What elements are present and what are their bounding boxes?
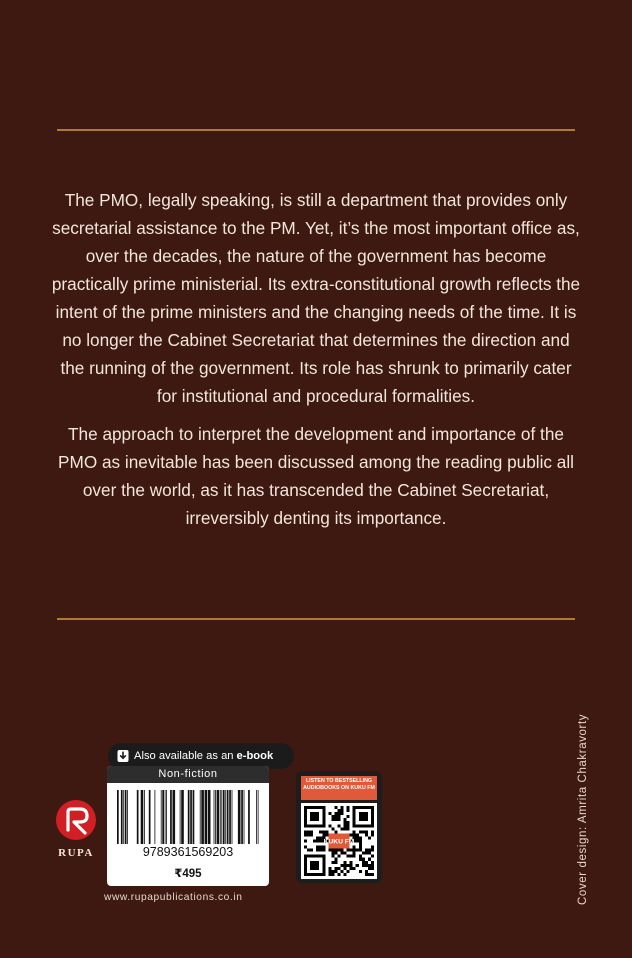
download-icon: [116, 749, 130, 763]
qr-module: [344, 818, 347, 821]
qr-module: [362, 852, 365, 855]
qr-module: [371, 861, 374, 864]
barcode-bar: [258, 790, 259, 844]
barcode-bar: [180, 790, 181, 844]
qr-module: [313, 839, 316, 842]
qr-module: [365, 873, 368, 876]
qr-module: [328, 870, 331, 873]
barcode-bar: [244, 790, 245, 844]
qr-module: [368, 867, 371, 870]
qr-module: [331, 815, 334, 818]
qr-module: [341, 812, 344, 815]
qr-module: [368, 873, 371, 876]
barcode-bar: [225, 790, 226, 844]
qr-module: [368, 858, 371, 861]
barcode-bar: [248, 790, 250, 844]
qr-module: [353, 849, 356, 852]
qr-module: [362, 858, 365, 861]
qr-module: [310, 861, 319, 870]
price-tag: ₹495: [174, 868, 202, 880]
barcode-bar: [149, 790, 151, 844]
barcode-bar: [227, 790, 229, 844]
qr-module: [359, 849, 362, 852]
qr-module: [307, 830, 310, 833]
qr-module: [331, 849, 334, 852]
barcode-bar: [220, 790, 221, 844]
kukufm-logo-text: KUKU FM: [323, 838, 355, 846]
qr-module: [337, 824, 340, 827]
qr-module: [334, 861, 337, 864]
publisher-logo: [50, 800, 102, 862]
qr-module: [347, 864, 350, 867]
barcode-bar: [161, 790, 162, 844]
barcode-bar: [162, 790, 164, 844]
qr-module: [347, 855, 350, 858]
barcode-bar: [188, 790, 190, 844]
qr-module: [356, 833, 359, 836]
qr-module: [362, 830, 365, 833]
qr-module: [331, 861, 334, 864]
qr-module: [319, 846, 322, 849]
qr-module: [362, 861, 365, 864]
barcode-bar: [125, 790, 127, 844]
barcode-bar: [238, 790, 241, 844]
publisher-logo-text: RUPA: [58, 847, 94, 859]
barcode-bar: [144, 790, 145, 844]
qr-module: [319, 849, 322, 852]
qr-module: [344, 861, 347, 864]
barcode-bar: [193, 790, 195, 844]
qr-module: [353, 830, 356, 833]
qr-module: [350, 833, 353, 836]
qr-module: [316, 849, 319, 852]
qr-module: [307, 849, 310, 852]
barcode-bar: [166, 790, 167, 844]
qr-module: [341, 806, 344, 809]
barcode-bar: [173, 790, 176, 844]
kukufm-banner: LISTEN TO BESTSELLING AUDIOBOOKS ON KUKU FM: [301, 776, 377, 800]
isbn-number: 9789361569203: [142, 845, 234, 859]
qr-module: [304, 846, 307, 849]
barcode-bar: [256, 790, 257, 844]
rupa-logo-icon: [56, 800, 96, 840]
qr-module: [334, 849, 337, 852]
qr-module: [350, 855, 353, 858]
barcode-bar: [221, 790, 222, 844]
qr-module: [371, 846, 374, 849]
qr-module: [344, 827, 347, 830]
qr-module: [331, 818, 334, 821]
qr-module: [356, 864, 359, 867]
qr-module: [310, 833, 313, 836]
qr-module: [359, 855, 362, 858]
qr-module: [347, 849, 350, 852]
qr-module: [334, 852, 337, 855]
qr-module: [344, 873, 347, 876]
qr-code[interactable]: [301, 803, 377, 879]
qr-module: [353, 852, 356, 855]
barcode-bar: [200, 790, 201, 844]
qr-module: [353, 855, 356, 858]
qr-module: [353, 833, 356, 836]
qr-module: [371, 830, 374, 833]
qr-module: [331, 852, 334, 855]
qr-module: [310, 830, 313, 833]
qr-module: [337, 815, 340, 818]
qr-module: [359, 839, 362, 842]
barcode-bar: [241, 790, 243, 844]
qr-module: [365, 833, 368, 836]
qr-module: [319, 839, 322, 842]
qr-module: [328, 824, 331, 827]
qr-module: [350, 864, 353, 867]
qr-module: [328, 812, 331, 815]
qr-module: [341, 864, 344, 867]
barcode-bar: [217, 790, 220, 844]
qr-module: [347, 824, 350, 827]
qr-module: [334, 858, 337, 861]
qr-module: [322, 849, 325, 852]
barcode-bar: [141, 790, 144, 844]
publisher-url[interactable]: www.rupapublications.co.in: [104, 892, 243, 903]
qr-module: [356, 836, 359, 839]
qr-module: [337, 809, 340, 812]
qr-module: [334, 815, 337, 818]
qr-module: [341, 849, 344, 852]
qr-module: [359, 812, 368, 821]
qr-module: [337, 818, 340, 821]
qr-module: [328, 849, 331, 852]
qr-module: [365, 870, 368, 873]
qr-module: [337, 873, 340, 876]
barcode-bar: [214, 790, 215, 844]
ebook-prefix: Also available as an: [134, 750, 234, 762]
barcode-bar: [201, 790, 204, 844]
qr-module: [359, 836, 362, 839]
barcode-bar: [121, 790, 123, 844]
qr-module: [331, 870, 334, 873]
qr-module: [319, 836, 322, 839]
qr-module: [359, 830, 362, 833]
qr-module: [344, 852, 347, 855]
qr-module: [337, 849, 340, 852]
ebook-label: e-book: [236, 750, 274, 762]
qr-module: [362, 864, 365, 867]
qr-module: [368, 852, 371, 855]
qr-module: [341, 827, 344, 830]
barcode-bar: [170, 790, 172, 844]
qr-module: [359, 858, 362, 861]
barcode-bar: [208, 790, 211, 844]
qr-module: [325, 830, 328, 833]
qr-module: [365, 849, 368, 852]
qr-module: [328, 873, 331, 876]
bottom-divider: [57, 618, 575, 620]
barcode-bar: [127, 790, 128, 844]
barcode-bar: [223, 790, 225, 844]
qr-module: [368, 836, 371, 839]
barcode-label: [107, 766, 269, 886]
qr-module: [356, 839, 359, 842]
qr-module: [322, 830, 325, 833]
qr-module: [365, 852, 368, 855]
qr-module: [331, 827, 334, 830]
qr-module: [365, 861, 368, 864]
barcode-bar: [123, 790, 124, 844]
barcode-bar: [190, 790, 192, 844]
qr-module: [310, 849, 313, 852]
barcode-bar: [229, 790, 231, 844]
qr-module: [365, 864, 368, 867]
qr-module: [350, 867, 353, 870]
qr-module: [334, 812, 337, 815]
qr-module: [304, 830, 307, 833]
qr-module: [344, 821, 347, 824]
qr-module: [341, 870, 344, 873]
qr-module: [304, 833, 307, 836]
qr-module: [371, 849, 374, 852]
barcode-bar: [165, 790, 166, 844]
qr-module: [371, 873, 374, 876]
qr-module: [359, 843, 362, 846]
qr-module: [337, 855, 340, 858]
qr-module: [350, 861, 353, 864]
qr-module: [341, 809, 344, 812]
qr-module: [347, 827, 350, 830]
qr-module: [368, 849, 371, 852]
qr-module: [337, 812, 340, 815]
qr-module: [359, 846, 362, 849]
qr-module: [347, 809, 350, 812]
qr-module: [344, 864, 347, 867]
qr-module: [347, 815, 350, 818]
qr-module: [334, 806, 337, 809]
qr-module: [368, 864, 371, 867]
kukufm-qr-card[interactable]: [296, 771, 382, 883]
qr-module: [334, 867, 337, 870]
qr-module: [347, 806, 350, 809]
qr-module: [341, 852, 344, 855]
qr-module: [337, 867, 340, 870]
barcode-bar: [117, 790, 119, 844]
qr-module: [371, 833, 374, 836]
back-cover-blurb: [50, 186, 582, 542]
qr-module: [322, 846, 325, 849]
barcode-bar: [181, 790, 184, 844]
qr-module: [371, 864, 374, 867]
qr-module: [307, 833, 310, 836]
genre-label: Non-fiction: [107, 766, 269, 783]
qr-module: [331, 855, 334, 858]
qr-module: [350, 849, 353, 852]
barcode-bar: [232, 790, 233, 844]
qr-module: [359, 870, 362, 873]
cover-design-credit: Cover design: Amrita Chakravorty: [577, 713, 589, 905]
qr-module: [353, 867, 356, 870]
qr-module: [371, 867, 374, 870]
qr-module: [316, 836, 319, 839]
top-divider: [57, 129, 575, 131]
isbn-barcode: [117, 790, 259, 844]
qr-module: [316, 839, 319, 842]
qr-module: [334, 830, 337, 833]
qr-module: [356, 849, 359, 852]
qr-module: [347, 821, 350, 824]
barcode-bar: [215, 790, 216, 844]
barcode-bar: [205, 790, 208, 844]
barcode-bar: [155, 790, 156, 844]
qr-module: [371, 855, 374, 858]
qr-module: [353, 846, 356, 849]
qr-module: [325, 833, 328, 836]
qr-module: [344, 867, 347, 870]
blurb-paragraph-2: The approach to interpret the development and importance of the PMO as inevitable has been discussed among the reading public all over the world, as it has transcended the Cabinet Secretariat, irreversibly denting its importance.: [58, 424, 574, 528]
qr-module: [316, 846, 319, 849]
qr-module: [304, 839, 307, 842]
blurb-paragraph-1: The PMO, legally speaking, is still a department that provides only secretarial assistance to the PM. Yet, it’s the most important office as, over the decades, the nature of the government has become practically prime ministerial. Its extra-constitutional growth reflects the intent of the prime ministers and the changing needs of the time. It is no longer the Cabinet Secretariat that determines the direction and the running of the government. Its role has shrunk to primarily cater for institutional and procedural formalities.: [51, 190, 581, 406]
qr-module: [344, 824, 347, 827]
qr-module: [334, 818, 337, 821]
qr-module: [328, 867, 331, 870]
qr-module: [331, 873, 334, 876]
qr-module: [334, 870, 337, 873]
qr-module: [365, 830, 368, 833]
qr-module: [310, 812, 319, 821]
barcode-bar: [137, 790, 139, 844]
qr-module: [347, 870, 350, 873]
qr-module: [322, 833, 325, 836]
qr-module: [319, 830, 322, 833]
